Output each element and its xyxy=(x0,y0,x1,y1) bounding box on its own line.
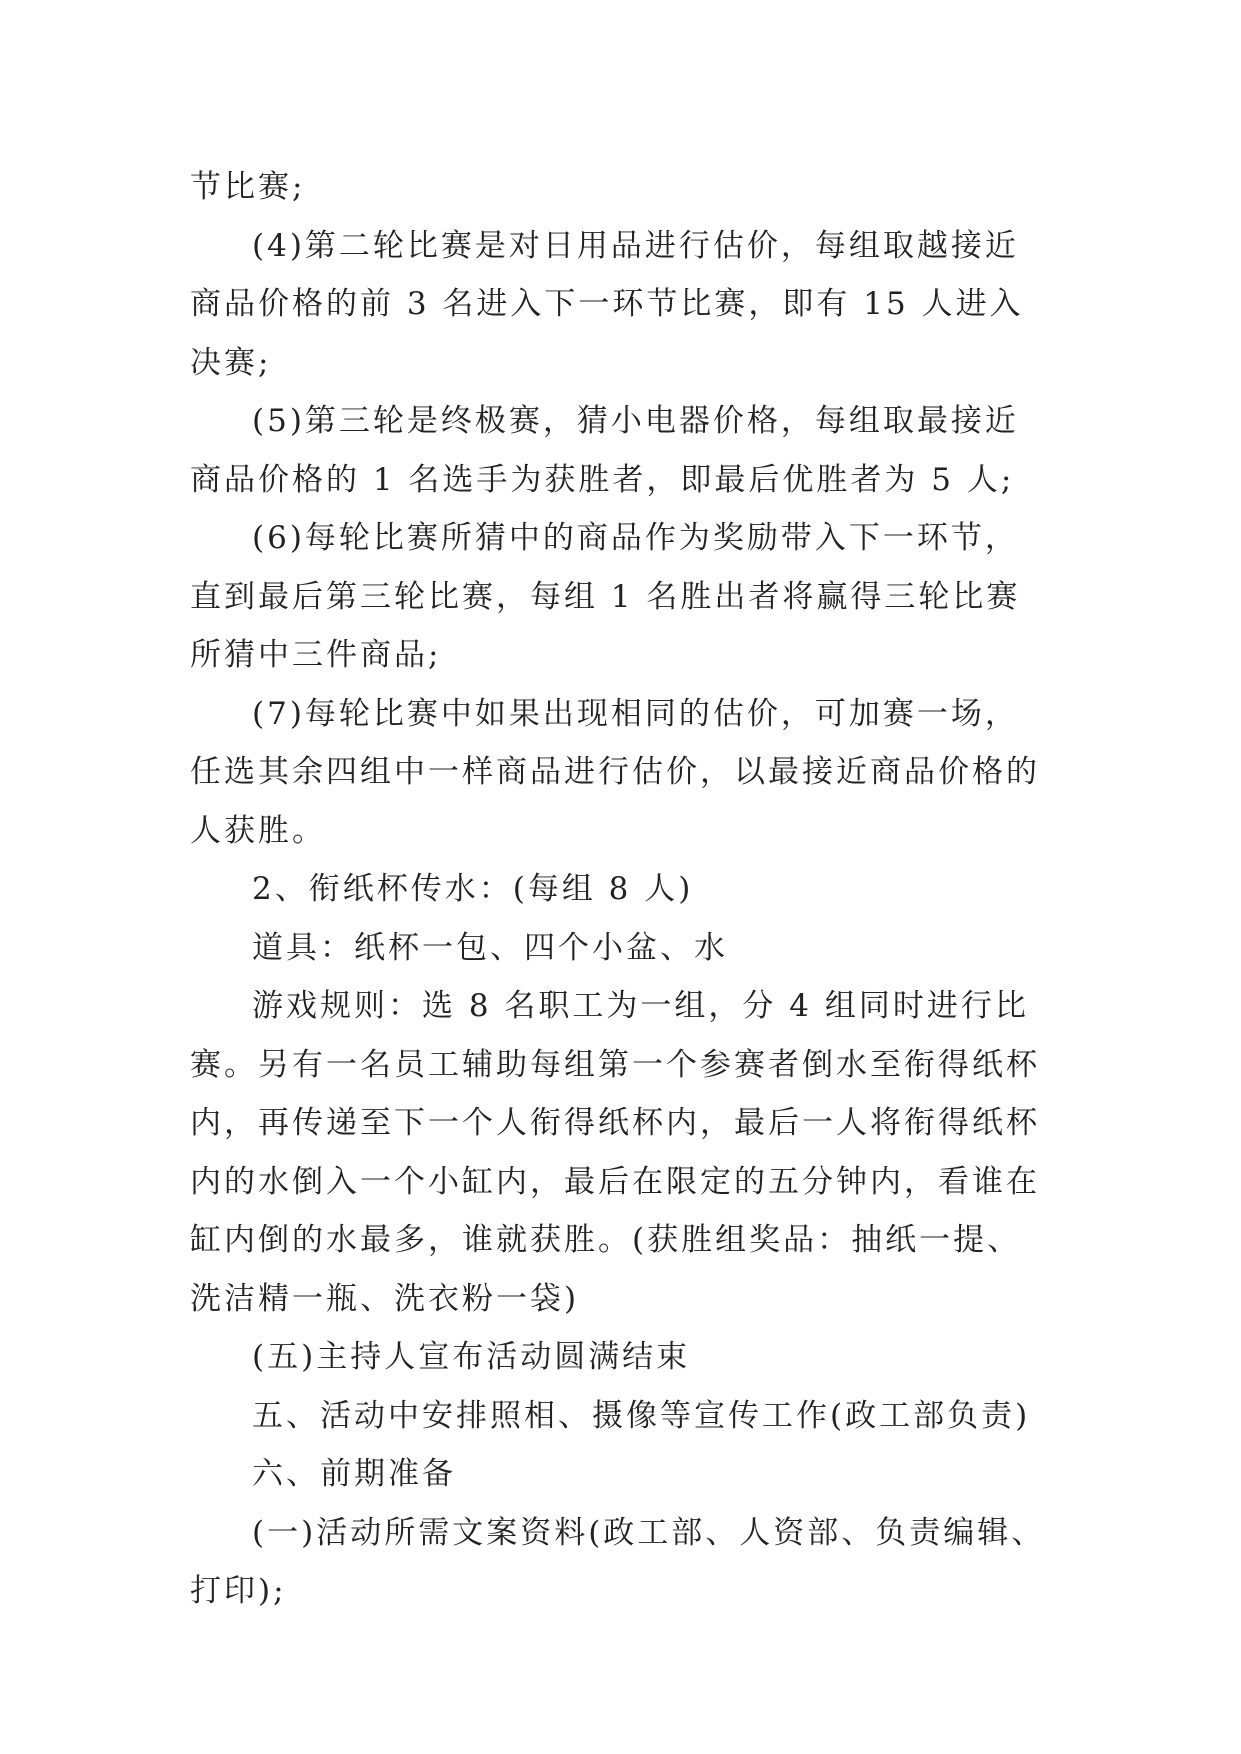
paragraph-game-rules: 游戏规则：选 8 名职工为一组，分 4 组同时进行比赛。另有一名员工辅助每组第一个参赛者倒水至衔得纸杯内，再传递至下一个人衔得纸杯内，最后一人将衔得纸杯内的水倒入一个小缸内，最后在限定的五分钟内，看谁在缸内倒的水最多，谁就获胜。(获胜组奖品：抽纸一提、洗洁精一瓶、洗衣粉一袋) xyxy=(190,988,1040,1317)
paragraph-round-three: (5)第三轮是终极赛，猜小电器价格，每组取最接近商品价格的 1 名选手为获胜者，即最后优胜者为 5 人; xyxy=(190,403,1019,498)
paragraph-round-two: (4)第二轮比赛是对日用品进行估价，每组取越接近商品价格的前 3 名进入下一环节比赛，即有 15 人进入决赛; xyxy=(190,227,1024,381)
paragraph-host-closing: (五)主持人宣布活动圆满结束 xyxy=(252,1339,691,1375)
document-body xyxy=(190,158,1050,1621)
paragraph-props: 道具：纸杯一包、四个小盆、水 xyxy=(252,929,728,966)
paragraph-prep-one: (一)活动所需文案资料(政工部、人资部、负责编辑、打印); xyxy=(190,1514,1046,1609)
paragraph-continuation: 节比赛; xyxy=(190,169,306,205)
paragraph-section-five: 五、活动中安排照相、摄像等宣传工作(政工部负责) xyxy=(252,1397,1031,1434)
paragraph-prize-rule: (6)每轮比赛所猜中的商品作为奖励带入下一环节，直到最后第三轮比赛，每组 1 名胜出者将赢得三轮比赛所猜中三件商品; xyxy=(190,520,1021,673)
paragraph-tie-rule: (7)每轮比赛中如果出现相同的估价，可加赛一场，任选其余四组中一样商品进行估价，以最接近商品价格的人获胜。 xyxy=(190,695,1040,849)
paragraph-section-six: 六、前期准备 xyxy=(252,1456,456,1492)
paragraph-game-two-title: 2、衔纸杯传水：(每组 8 人) xyxy=(252,871,694,907)
